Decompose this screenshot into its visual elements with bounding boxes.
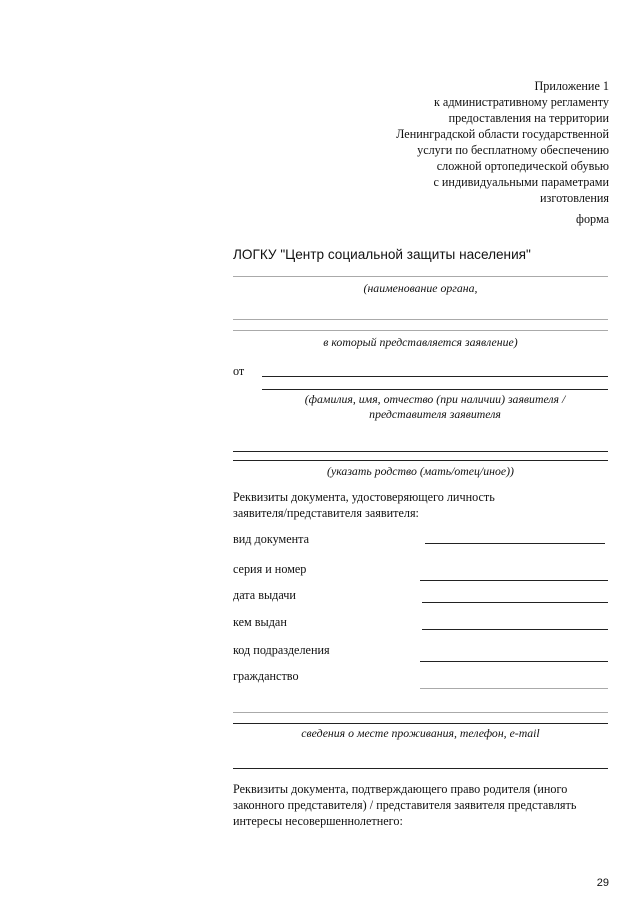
field-label-issue-date: дата выдачи [233, 588, 296, 602]
organization-caption-2: в который представляется заявление) [323, 335, 518, 349]
field-line-series-number[interactable] [420, 580, 608, 581]
residence-line-3[interactable] [233, 768, 608, 769]
field-line-citizenship[interactable] [420, 688, 608, 689]
from-label: от [233, 364, 245, 378]
relation-line-2[interactable] [233, 460, 608, 461]
identity-heading-2: заявителя/представителя заявителя: [233, 506, 419, 520]
representative-text-2: законного представителя) / представителя заявителя представлять [233, 798, 577, 812]
relation-line-1[interactable] [233, 451, 608, 452]
organization-line-3[interactable] [233, 330, 608, 331]
identity-heading-1: Реквизиты документа, удостоверяющего личность [233, 490, 495, 504]
field-label-series-number: серия и номер [233, 562, 307, 576]
field-label-issued-by: кем выдан [233, 615, 287, 629]
field-line-division-code[interactable] [420, 661, 608, 662]
applicant-name-line-2[interactable] [262, 389, 608, 390]
appendix-line: сложной ортопедической обувью [436, 159, 609, 173]
appendix-header [396, 78, 609, 206]
appendix-line: Ленинградской области государственной [396, 127, 609, 141]
appendix-line: с индивидуальными параметрами [433, 175, 609, 189]
organization-caption-1: (наименование органа, [363, 281, 478, 295]
representative-text-3: интересы несовершеннолетнего: [233, 814, 403, 828]
residence-caption: сведения о месте проживания, телефон, e-mail [301, 726, 540, 740]
organization-name: ЛОГКУ "Центр социальной защиты населения" [233, 247, 531, 262]
organization-underline [233, 276, 608, 277]
relation-caption: (указать родство (мать/отец/иное)) [327, 464, 514, 478]
field-label-citizenship: гражданство [233, 669, 299, 683]
appendix-line: предоставления на территории [448, 111, 609, 125]
field-label-division-code: код подразделения [233, 643, 330, 657]
representative-text-1: Реквизиты документа, подтверждающего право родителя (иного [233, 782, 568, 796]
appendix-line: Приложение 1 [534, 79, 609, 93]
residence-line-2[interactable] [233, 723, 608, 724]
applicant-name-line-1[interactable] [262, 376, 608, 377]
appendix-line: изготовления [540, 191, 609, 205]
appendix-line: услуги по бесплатному обеспечению [417, 143, 609, 157]
field-label-doc-type: вид документа [233, 532, 310, 546]
applicant-caption-2: представителя заявителя [369, 407, 501, 421]
form-label: форма [576, 212, 609, 226]
residence-line-1[interactable] [233, 712, 608, 713]
organization-line-2[interactable] [233, 319, 608, 320]
field-line-issued-by[interactable] [422, 629, 608, 630]
applicant-caption-1: (фамилия, имя, отчество (при наличии) заявителя / [304, 392, 566, 406]
page-number: 29 [596, 877, 609, 889]
field-line-issue-date[interactable] [422, 602, 608, 603]
appendix-line: к административному регламенту [433, 95, 609, 109]
field-line-doc-type[interactable] [425, 543, 605, 544]
